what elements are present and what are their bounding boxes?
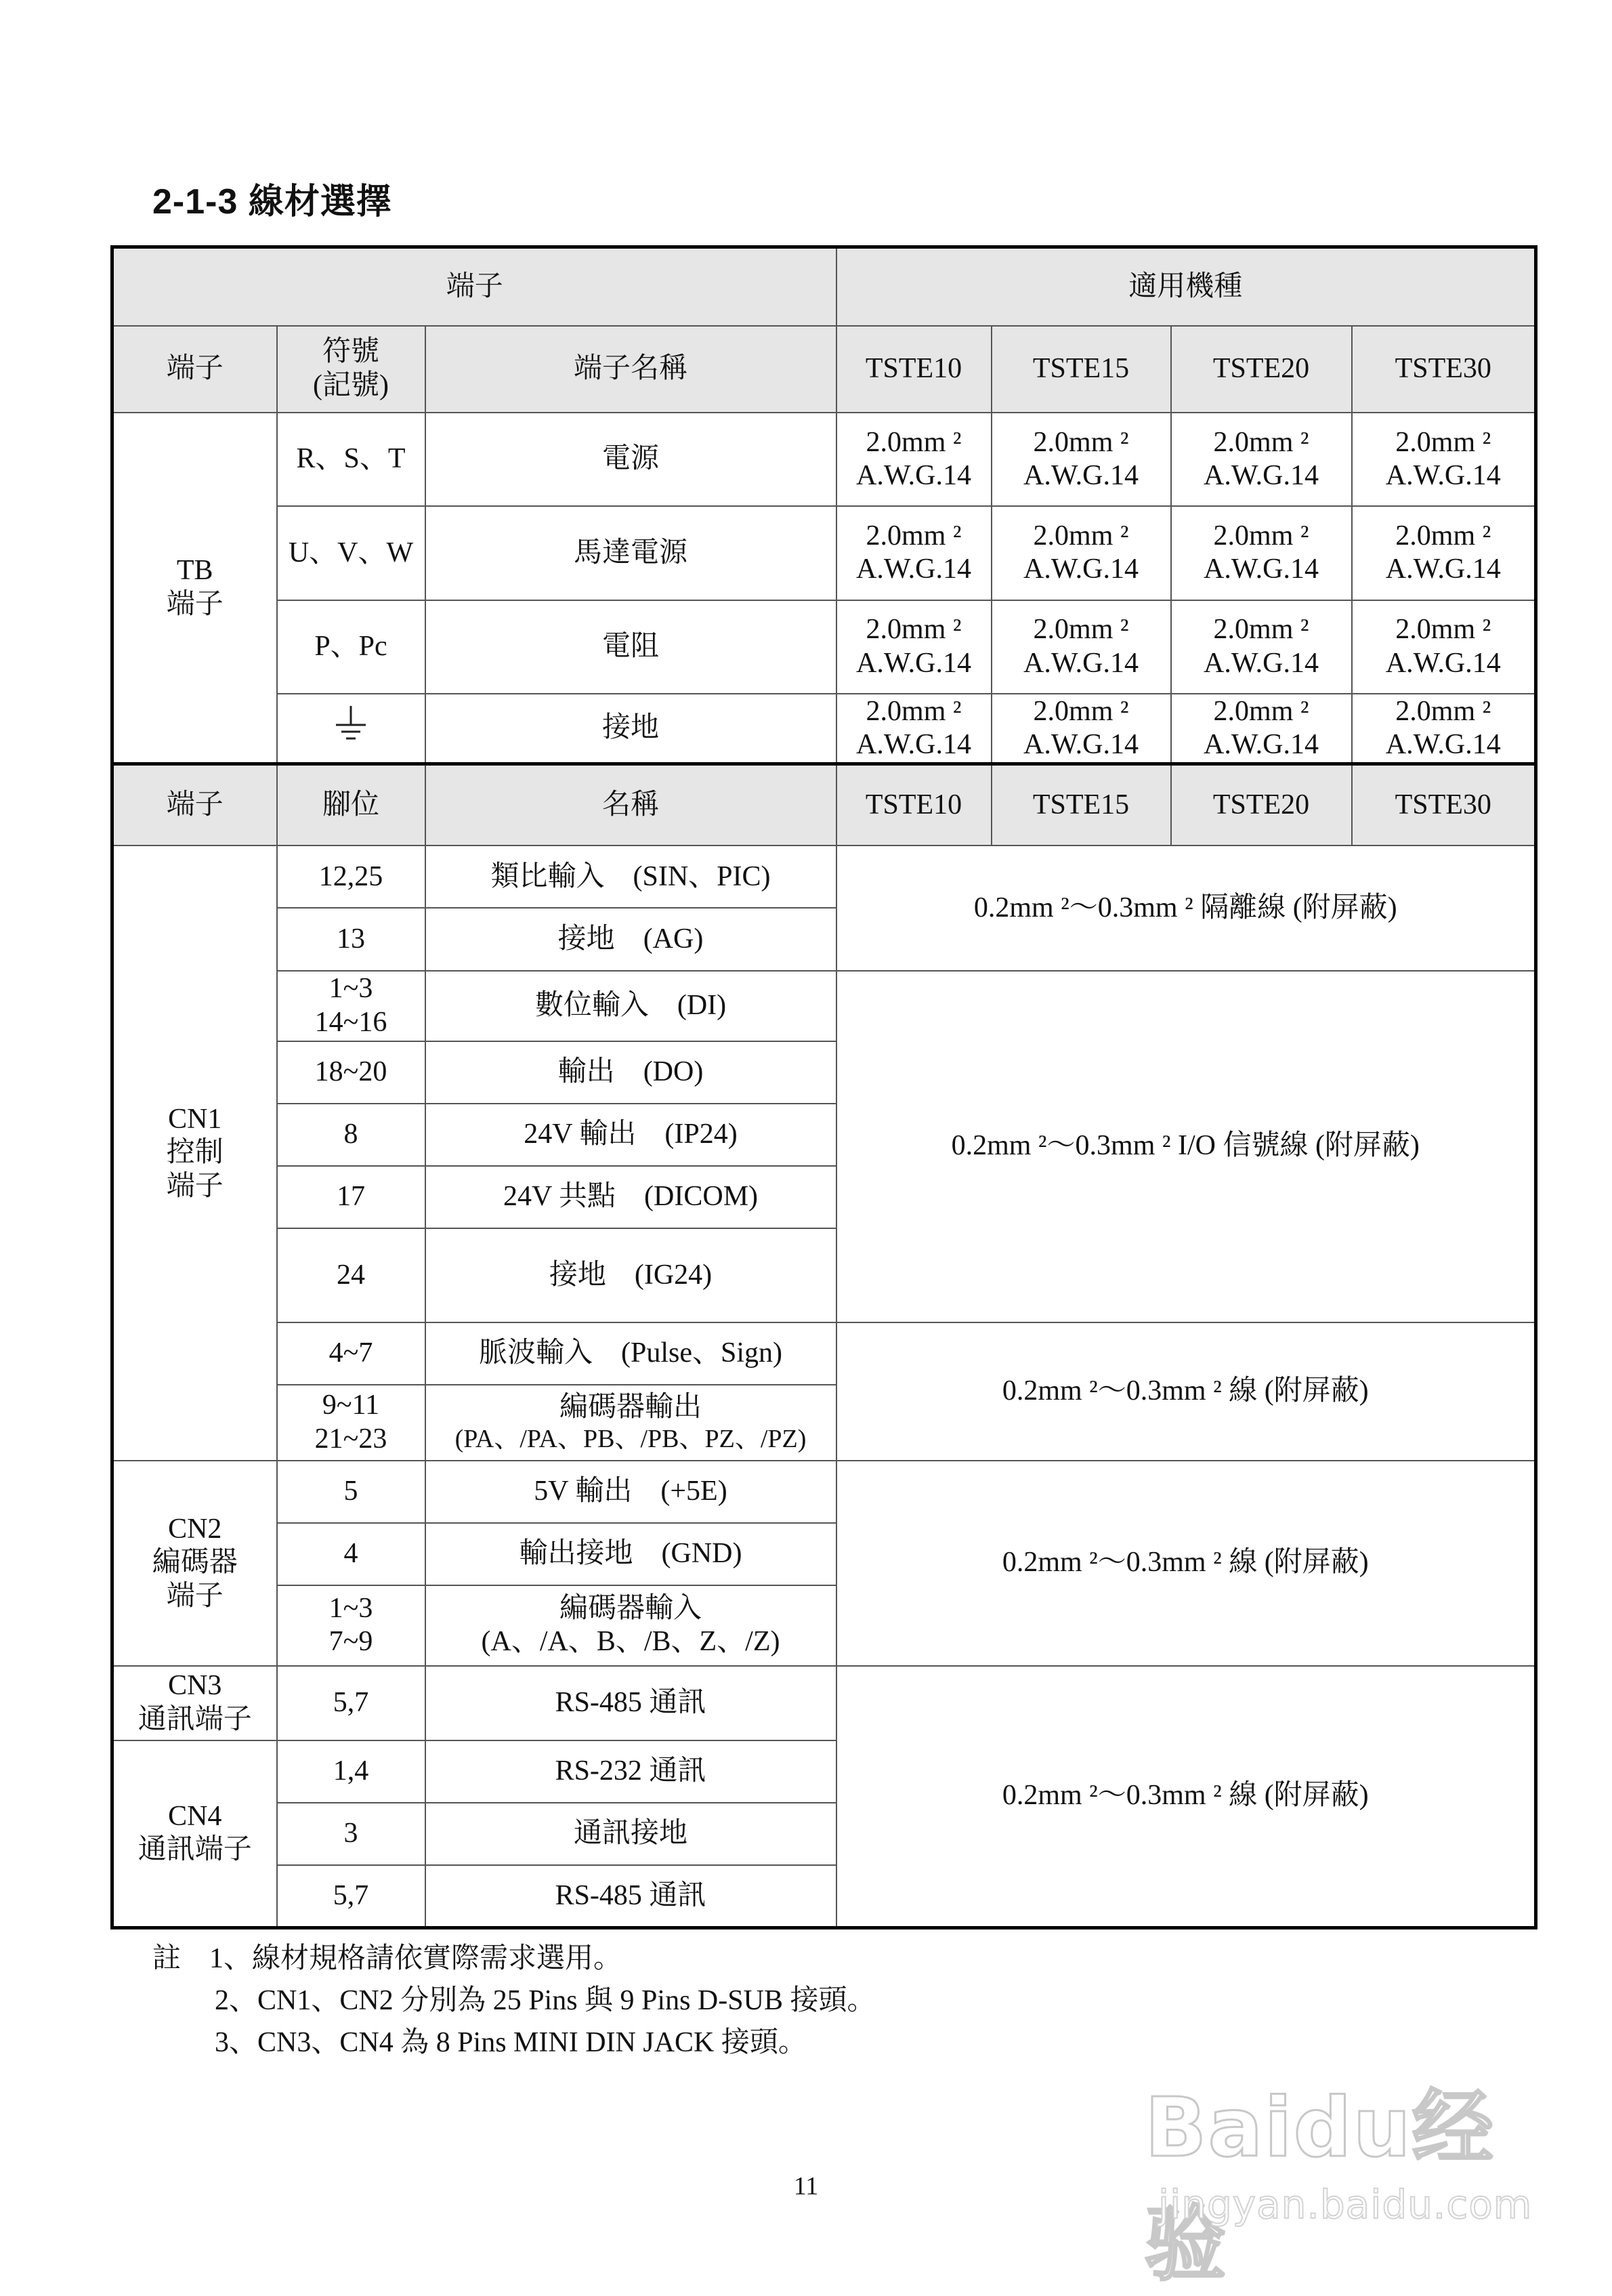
signal-name: 脈波輸入 bbox=[478, 1337, 593, 1369]
name-cell: 接地 bbox=[425, 694, 836, 764]
model-header: TSTE15 bbox=[992, 326, 1171, 413]
signal-header-pins: 腳位 bbox=[277, 764, 425, 846]
wire-cell: 2.0mm ² A.W.G.14 bbox=[1352, 694, 1536, 764]
name-cell: RS-485 通訊 bbox=[425, 1666, 836, 1740]
signal-code: (PA、/PA、PB、/PB、PZ、/PZ) bbox=[454, 1425, 807, 1454]
power-header-row bbox=[112, 326, 1536, 413]
name-cell: 電阻 bbox=[425, 600, 836, 694]
ground-icon bbox=[333, 705, 368, 744]
name-cell bbox=[425, 1041, 836, 1104]
pin-cell: 5,7 bbox=[277, 1865, 425, 1927]
note-item: 3、CN3、CN4 為 8 Pins MINI DIN JACK 接頭。 bbox=[215, 2027, 807, 2058]
model-header: TSTE15 bbox=[992, 764, 1171, 846]
cn4-group-label: CN4 通訊端子 bbox=[112, 1740, 277, 1928]
wire-cell: 2.0mm ² A.W.G.14 bbox=[992, 694, 1171, 764]
signal-code: (DO) bbox=[643, 1056, 704, 1088]
signal-name: 輸出接地 bbox=[519, 1538, 633, 1570]
signal-code: (IG24) bbox=[634, 1259, 713, 1291]
wire-spec-cell: 0.2mm ²～0.3mm ² 線 (附屏蔽) bbox=[836, 1461, 1536, 1666]
baidu-watermark bbox=[1145, 2063, 1533, 2292]
wire-cell: 2.0mm ² A.W.G.14 bbox=[1171, 600, 1352, 694]
pin-cell: 5,7 bbox=[277, 1666, 425, 1740]
watermark-text: Baidu经验 bbox=[1145, 2081, 1495, 2292]
signal-name: 編碼器輸入 bbox=[559, 1592, 702, 1624]
pin-cell: 13 bbox=[277, 908, 425, 970]
pin-cell: 1~3 7~9 bbox=[277, 1585, 425, 1665]
pin-cell: 12,25 bbox=[277, 846, 425, 908]
top-header-row bbox=[112, 247, 1536, 326]
pin-cell: 5 bbox=[277, 1461, 425, 1523]
wire-cell: 2.0mm ² A.W.G.14 bbox=[836, 413, 992, 506]
name-cell bbox=[425, 1523, 836, 1585]
power-header-symbol: 符號 (記號) bbox=[277, 326, 425, 413]
name-cell bbox=[425, 1585, 836, 1665]
signal-name: 接地 bbox=[549, 1259, 606, 1291]
name-cell: 馬達電源 bbox=[425, 506, 836, 600]
name-cell bbox=[425, 1322, 836, 1385]
wire-cell: 2.0mm ² A.W.G.14 bbox=[836, 600, 992, 694]
wire-cell: 2.0mm ² A.W.G.14 bbox=[836, 694, 992, 764]
wire-cell: 2.0mm ² A.W.G.14 bbox=[992, 413, 1171, 506]
name-cell bbox=[425, 1461, 836, 1523]
table-row bbox=[112, 506, 1536, 600]
wire-cell: 2.0mm ² A.W.G.14 bbox=[836, 506, 992, 600]
name-cell: 電源 bbox=[425, 413, 836, 506]
wire-cell: 2.0mm ² A.W.G.14 bbox=[992, 600, 1171, 694]
table-row bbox=[112, 1461, 1536, 1523]
signal-header-terminal: 端子 bbox=[112, 764, 277, 846]
cn1-group-label: CN1 控制 端子 bbox=[112, 846, 277, 1461]
name-cell bbox=[425, 1166, 836, 1228]
name-cell: 通訊接地 bbox=[425, 1803, 836, 1865]
wire-spec-table bbox=[110, 245, 1537, 1929]
pin-cell: 4~7 bbox=[277, 1322, 425, 1385]
signal-code: (DI) bbox=[677, 989, 727, 1021]
table-row bbox=[112, 413, 1536, 506]
notes bbox=[152, 1938, 875, 2064]
terminal-header: 端子 bbox=[112, 247, 836, 326]
power-header-terminal: 端子 bbox=[112, 326, 277, 413]
section-title: 2-1-3 線材選擇 bbox=[152, 182, 392, 222]
wire-cell: 2.0mm ² A.W.G.14 bbox=[992, 506, 1171, 600]
pin-cell bbox=[277, 694, 425, 764]
wire-spec-cell: 0.2mm ²～0.3mm ² I/O 信號線 (附屏蔽) bbox=[836, 971, 1536, 1322]
name-cell bbox=[425, 1385, 836, 1461]
signal-name: 5V 輸出 bbox=[534, 1476, 633, 1507]
wire-spec-cell: 0.2mm ²～0.3mm ² 線 (附屏蔽) bbox=[836, 1322, 1536, 1461]
signal-name: 數位輸入 bbox=[534, 989, 649, 1021]
table-row bbox=[112, 971, 1536, 1041]
wire-cell: 2.0mm ² A.W.G.14 bbox=[1352, 413, 1536, 506]
signal-name: 24V 共點 bbox=[503, 1181, 616, 1213]
wire-cell: 2.0mm ² A.W.G.14 bbox=[1352, 600, 1536, 694]
pin-cell: 3 bbox=[277, 1803, 425, 1865]
signal-name: 接地 bbox=[557, 923, 615, 955]
signal-name: 編碼器輸出 bbox=[559, 1391, 702, 1423]
name-cell: RS-485 通訊 bbox=[425, 1865, 836, 1927]
signal-name: 輸出 bbox=[557, 1056, 615, 1088]
signal-name: 24V 輸出 bbox=[524, 1119, 637, 1150]
model-header: TSTE10 bbox=[836, 326, 992, 413]
table-row bbox=[112, 694, 1536, 764]
signal-header-row bbox=[112, 764, 1536, 846]
wire-cell: 2.0mm ² A.W.G.14 bbox=[1352, 506, 1536, 600]
name-cell bbox=[425, 846, 836, 908]
signal-code: (DICOM) bbox=[644, 1181, 759, 1213]
name-cell bbox=[425, 1104, 836, 1166]
signal-code: (SIN、PIC) bbox=[633, 860, 771, 892]
signal-header-name: 名稱 bbox=[425, 764, 836, 846]
applicable-models-header: 適用機種 bbox=[836, 247, 1536, 326]
pin-cell: 1,4 bbox=[277, 1740, 425, 1803]
note-item: 註 1、線材規格請依實際需求選用。 bbox=[152, 1943, 622, 1974]
signal-code: (GND) bbox=[661, 1538, 742, 1570]
cn3-group-label: CN3 通訊端子 bbox=[112, 1666, 277, 1740]
signal-code: (AG) bbox=[643, 923, 704, 955]
pin-cell: 17 bbox=[277, 1166, 425, 1228]
name-cell bbox=[425, 971, 836, 1041]
wire-cell: 2.0mm ² A.W.G.14 bbox=[1171, 694, 1352, 764]
name-cell bbox=[425, 1228, 836, 1322]
pin-cell: 1~3 14~16 bbox=[277, 971, 425, 1041]
signal-code: (IP24) bbox=[664, 1119, 738, 1150]
table-row bbox=[112, 600, 1536, 694]
wire-spec-cell: 0.2mm ²～0.3mm ² 線 (附屏蔽) bbox=[836, 1666, 1536, 1928]
model-header: TSTE10 bbox=[836, 764, 992, 846]
table-row bbox=[112, 1666, 1536, 1740]
table-row bbox=[112, 1322, 1536, 1385]
table-row bbox=[112, 846, 1536, 908]
wire-cell: 2.0mm ² A.W.G.14 bbox=[1171, 506, 1352, 600]
signal-code: (A、/A、B、/B、Z、/Z) bbox=[481, 1626, 780, 1658]
pin-cell: 9~11 21~23 bbox=[277, 1385, 425, 1461]
model-header: TSTE30 bbox=[1352, 326, 1536, 413]
model-header: TSTE30 bbox=[1352, 764, 1536, 846]
power-header-name: 端子名稱 bbox=[425, 326, 836, 413]
wire-spec-cell: 0.2mm ²～0.3mm ² 隔離線 (附屏蔽) bbox=[836, 846, 1536, 970]
signal-name: 類比輸入 bbox=[490, 860, 605, 892]
signal-code: (Pulse、Sign) bbox=[621, 1337, 783, 1369]
tb-group-label: TB 端子 bbox=[112, 413, 277, 764]
pin-cell: 8 bbox=[277, 1104, 425, 1166]
pin-cell: R、S、T bbox=[277, 413, 425, 506]
pin-cell: 4 bbox=[277, 1523, 425, 1585]
pin-cell: U、V、W bbox=[277, 506, 425, 600]
model-header: TSTE20 bbox=[1171, 326, 1352, 413]
note-item: 2、CN1、CN2 分別為 25 Pins 與 9 Pins D-SUB 接頭。 bbox=[215, 1985, 876, 2016]
pin-cell: P、Pc bbox=[277, 600, 425, 694]
wire-cell: 2.0mm ² A.W.G.14 bbox=[1171, 413, 1352, 506]
watermark-url: jingyan.baidu.com bbox=[1158, 2182, 1533, 2228]
pin-cell: 18~20 bbox=[277, 1041, 425, 1104]
model-header: TSTE20 bbox=[1171, 764, 1352, 846]
signal-code: (+5E) bbox=[660, 1476, 727, 1507]
page-number: 11 bbox=[793, 2172, 819, 2200]
pin-cell: 24 bbox=[277, 1228, 425, 1322]
name-cell bbox=[425, 908, 836, 970]
note-prefix: 註 bbox=[152, 1943, 182, 1974]
name-cell: RS-232 通訊 bbox=[425, 1740, 836, 1803]
cn2-group-label: CN2 編碼器 端子 bbox=[112, 1461, 277, 1666]
